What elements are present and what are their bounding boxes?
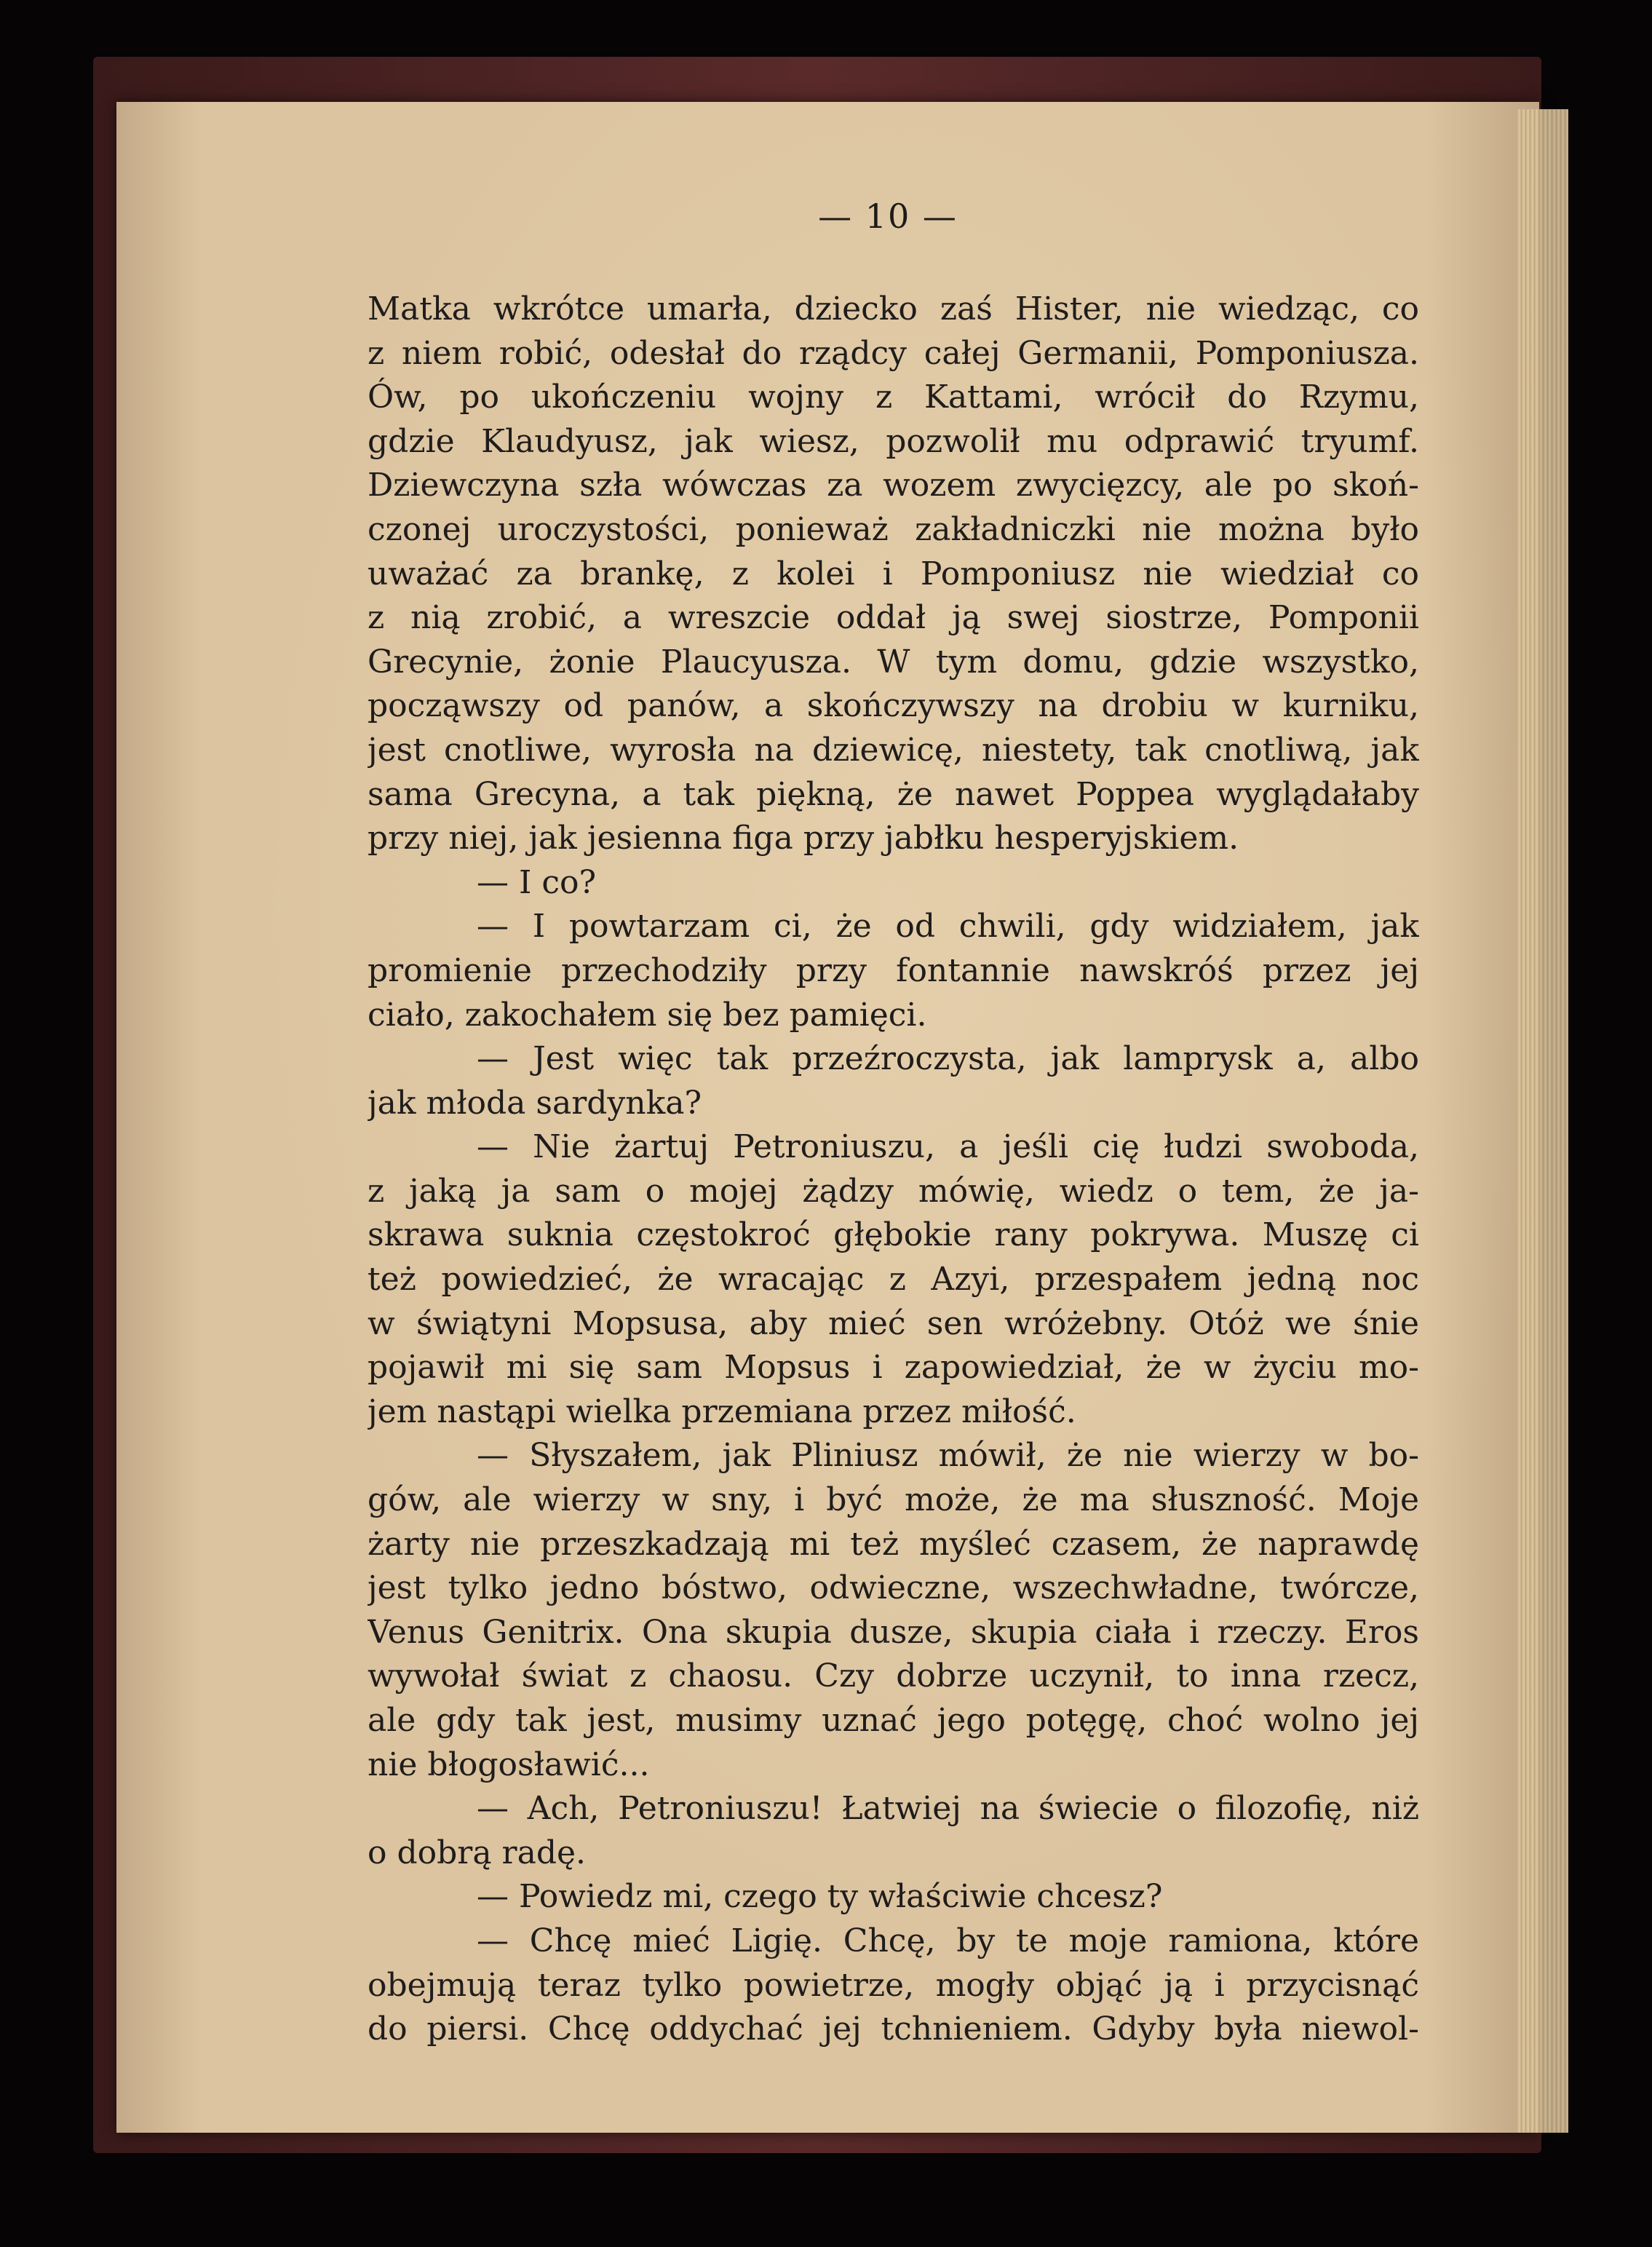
- text-line: — I co?: [477, 863, 597, 901]
- text-line: też powiedzieć, że wracając z Azyi, przespałem jedną noc: [368, 1261, 1419, 1299]
- text-line: — Powiedz mi, czego ty właściwie chcesz?: [477, 1878, 1163, 1916]
- text-line: gów, ale wierzy w sny, i być może, że ma słuszność. Moje: [368, 1481, 1419, 1519]
- text-line: z jaką ja sam o mojej żądzy mówię, wiedz o tem, że ja-: [368, 1172, 1419, 1210]
- text-line: ciało, zakochałem się bez pamięci.: [368, 996, 927, 1034]
- text-line: promienie przechodziły przy fontannie nawskróś przez jej: [368, 951, 1419, 989]
- text-line: z nią zrobić, a wreszcie oddał ją swej siostrze, Pomponii: [368, 599, 1419, 637]
- text-line: przy niej, jak jesienna figa przy jabłku hesperyjskiem.: [368, 820, 1239, 857]
- text-line: — Nie żartuj Petroniuszu, a jeśli cię łudzi swoboda,: [477, 1128, 1419, 1166]
- text-line: Dziewczyna szła wówczas za wozem zwycięzcy, ale po skoń-: [368, 467, 1419, 504]
- text-line: skrawa suknia częstokroć głębokie rany pokrywa. Muszę ci: [368, 1216, 1419, 1254]
- text-line: w świątyni Mopsusa, aby mieć sen wróżebny. Otóż we śnie: [368, 1304, 1419, 1342]
- text-line: wywołał świat z chaosu. Czy dobrze uczynił, to inna rzecz,: [368, 1657, 1419, 1695]
- text-line: jest tylko jedno bóstwo, odwieczne, wszechwładne, twórcze,: [368, 1569, 1419, 1607]
- text-line: ale gdy tak jest, musimy uznać jego potęgę, choć wolno jej: [368, 1702, 1419, 1739]
- text-line: do piersi. Chcę oddychać jej tchnieniem. Gdyby była niewol-: [368, 2010, 1419, 2048]
- text-line: żarty nie przeszkadzają mi też myśleć czasem, że naprawdę: [368, 1525, 1419, 1563]
- text-line: obejmują teraz tylko powietrze, mogły objąć ją i przycisnąć: [368, 1966, 1419, 2004]
- text-line: Matka wkrótce umarła, dziecko zaś Hister, nie wiedząc, co: [368, 290, 1419, 328]
- body-text: [368, 288, 1419, 2052]
- text-line: począwszy od panów, a skończywszy na drobiu w kurniku,: [368, 687, 1419, 725]
- text-line: — Ach, Petroniuszu! Łatwiej na świecie o filozofię, niż: [477, 1790, 1419, 1828]
- text-line: Venus Genitrix. Ona skupia dusze, skupia ciała i rzeczy. Eros: [368, 1613, 1419, 1651]
- text-line: o dobrą radę.: [368, 1834, 587, 1871]
- text-line: pojawił mi się sam Mopsus i zapowiedział, że w życiu mo-: [368, 1349, 1419, 1387]
- text-line: gdzie Klaudyusz, jak wiesz, pozwolił mu odprawić tryumf.: [368, 422, 1419, 460]
- text-line: — Jest więc tak przeźroczysta, jak lamprysk a, albo: [477, 1040, 1419, 1078]
- page-number: — 10 —: [818, 197, 958, 236]
- text-line: — I powtarzam ci, że od chwili, gdy widziałem, jak: [477, 908, 1419, 946]
- text-line: uważać za brankę, z kolei i Pomponiusz nie wiedział co: [368, 555, 1419, 593]
- page-edges: [1517, 109, 1568, 2133]
- text-line: jak młoda sardynka?: [368, 1084, 702, 1122]
- text-line: jest cnotliwe, wyrosła na dziewicę, niestety, tak cnotliwą, jak: [368, 731, 1419, 769]
- text-line: — Chcę mieć Ligię. Chcę, by te moje ramiona, które: [477, 1922, 1419, 1959]
- text-line: Ów, po ukończeniu wojny z Kattami, wrócił do Rzymu,: [368, 379, 1419, 416]
- text-line: — Słyszałem, jak Pliniusz mówił, że nie wierzy w bo-: [477, 1437, 1419, 1475]
- text-line: nie błogosławić...: [368, 1745, 650, 1783]
- text-line: czonej uroczystości, ponieważ zakładniczki nie można było: [368, 510, 1419, 548]
- text-line: Grecynie, żonie Plaucyusza. W tym domu, gdzie wszystko,: [368, 643, 1419, 681]
- text-line: jem nastąpi wielka przemiana przez miłość.: [368, 1392, 1076, 1430]
- text-line: z niem robić, odesłał do rządcy całej Germanii, Pomponiusza.: [368, 334, 1419, 372]
- text-line: sama Grecyna, a tak piękną, że nawet Poppea wyglądałaby: [368, 775, 1419, 813]
